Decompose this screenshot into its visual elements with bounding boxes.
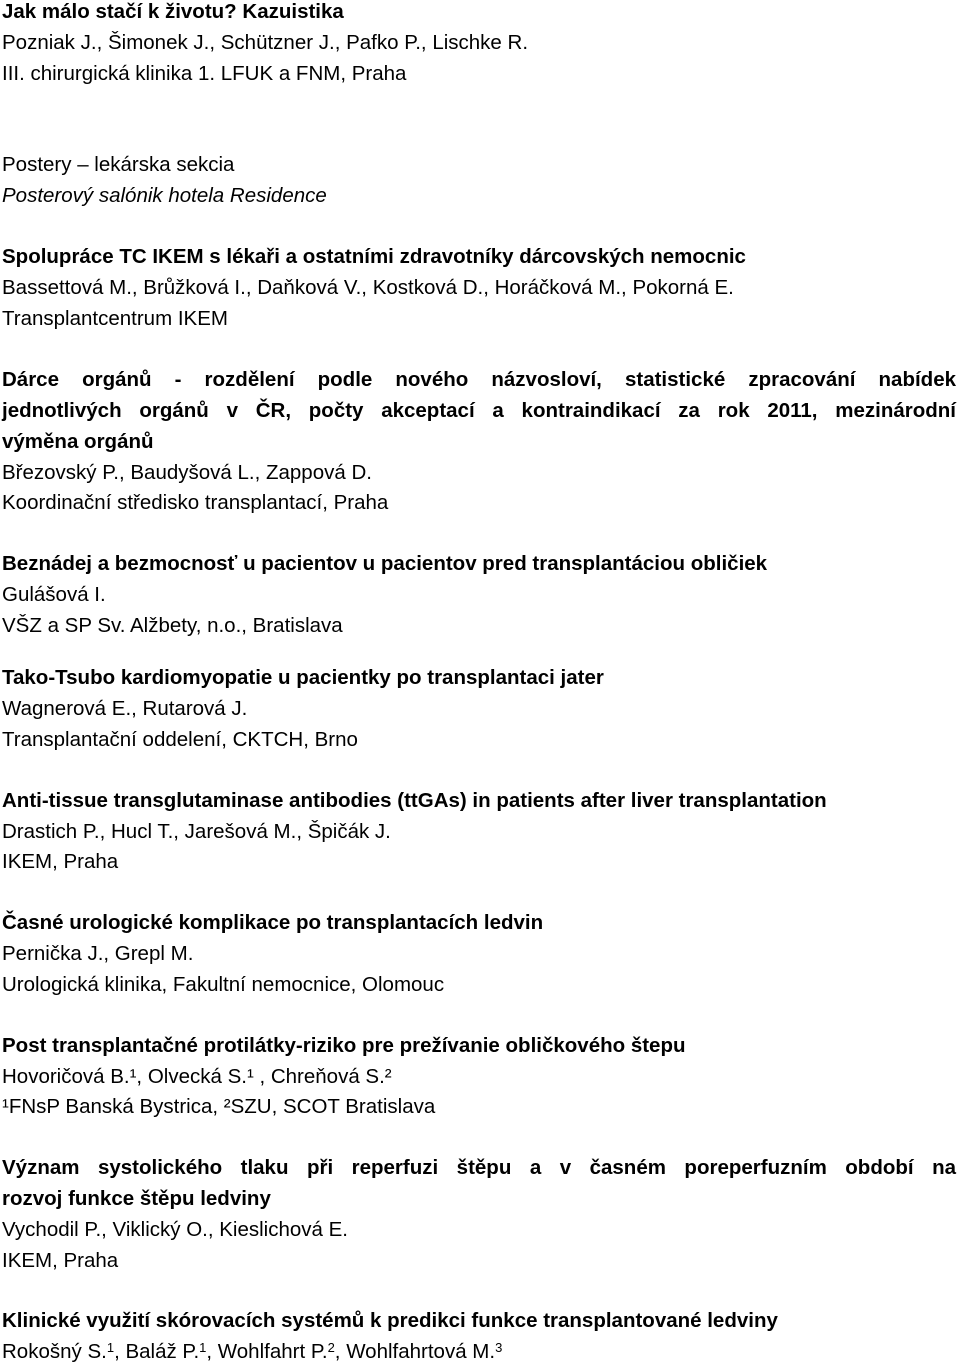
entry-title: jednotlivých orgánů v ČR, počty akceptací a kontraindikací za rok 2011, mezinárodní	[2, 399, 956, 422]
entry-institution: Transplantcentrum IKEM	[2, 307, 228, 330]
entry-institution: VŠZ a SP Sv. Alžbety, n.o., Bratislava	[2, 614, 343, 637]
entry-institution: Transplantační oddelení, CKTCH, Brno	[2, 728, 358, 751]
entry-title: Klinické využití skórovacích systémů k predikci funkce transplantované ledviny	[2, 1309, 778, 1332]
affiliation-marker: 1	[199, 1340, 207, 1355]
document-title: Jak málo stačí k životu? Kazuistika	[2, 0, 344, 23]
entry-authors: Gulášová I.	[2, 583, 106, 606]
entry-institution: Urologická klinika, Fakultní nemocnice, Olomouc	[2, 973, 445, 996]
section-title: Postery – lekárska sekcia	[2, 153, 235, 176]
entry-authors: Pernička J., Grepl M.	[2, 942, 194, 965]
entry-institution: IKEM, Praha	[2, 1249, 119, 1272]
author-name: Rokošný S.	[2, 1340, 107, 1363]
entry-authors: Březovský P., Baudyšová L., Zappová D.	[2, 461, 372, 484]
entry-authors: Bassettová M., Brůžková I., Daňková V., Kostková D., Horáčková M., Pokorná E.	[2, 276, 734, 299]
entry-title: Anti-tissue transglutaminase antibodies (ttGAs) in patients after liver transplantation	[2, 789, 827, 812]
entry-authors	[2, 1337, 956, 1367]
entry-authors: Vychodil P., Viklický O., Kieslichová E.	[2, 1218, 348, 1241]
section-location: Posterový salónik hotela Residence	[2, 184, 327, 207]
affiliation-marker: 3	[495, 1340, 503, 1355]
entry-title: Post transplantačné protilátky-riziko pre prežívanie obličkového štepu	[2, 1034, 686, 1057]
header-authors: Pozniak J., Šimonek J., Schützner J., Pafko P., Lischke R.	[2, 31, 529, 54]
affiliation-marker: 2	[327, 1340, 335, 1355]
affiliation-marker: 1	[106, 1340, 115, 1355]
entry-title: Tako-Tsubo kardiomyopatie u pacientky po transplantaci jater	[2, 666, 604, 689]
entry-title: rozvoj funkce štěpu ledviny	[2, 1187, 271, 1210]
entry-title: Význam systolického tlaku při reperfuzi štěpu a v časném poreperfuzním období na	[2, 1156, 956, 1179]
author-name: , Wohlfahrt P.	[206, 1340, 328, 1363]
entry-authors: Wagnerová E., Rutarová J.	[2, 697, 248, 720]
entry-title: Spolupráce TC IKEM s lékaři a ostatními zdravotníky dárcovských nemocnic	[2, 245, 746, 268]
author-name: , Baláž P.	[114, 1340, 200, 1363]
entry-title: výměna orgánů	[2, 430, 154, 453]
entry-institution: ¹FNsP Banská Bystrica, ²SZU, SCOT Bratislava	[2, 1095, 436, 1118]
entry-institution: IKEM, Praha	[2, 850, 119, 873]
entry-title: Beznádej a bezmocnosť u pacientov u pacientov pred transplantáciou obličiek	[2, 552, 768, 575]
author-name: , Wohlfahrtová M.	[334, 1340, 496, 1363]
header-institution: III. chirurgická klinika 1. LFUK a FNM, Praha	[2, 62, 407, 85]
entry-authors: Hovoričová B.¹, Olvecká S.¹ , Chreňová S.²	[2, 1065, 392, 1088]
entry-title: Dárce orgánů - rozdělení podle nového názvosloví, statistické zpracování nabídek	[2, 368, 956, 391]
entry-institution: Koordinační středisko transplantací, Praha	[2, 491, 389, 514]
entry-title: Časné urologické komplikace po transplantacích ledvin	[2, 911, 544, 934]
entry-authors: Drastich P., Hucl T., Jarešová M., Špičák J.	[2, 820, 391, 843]
